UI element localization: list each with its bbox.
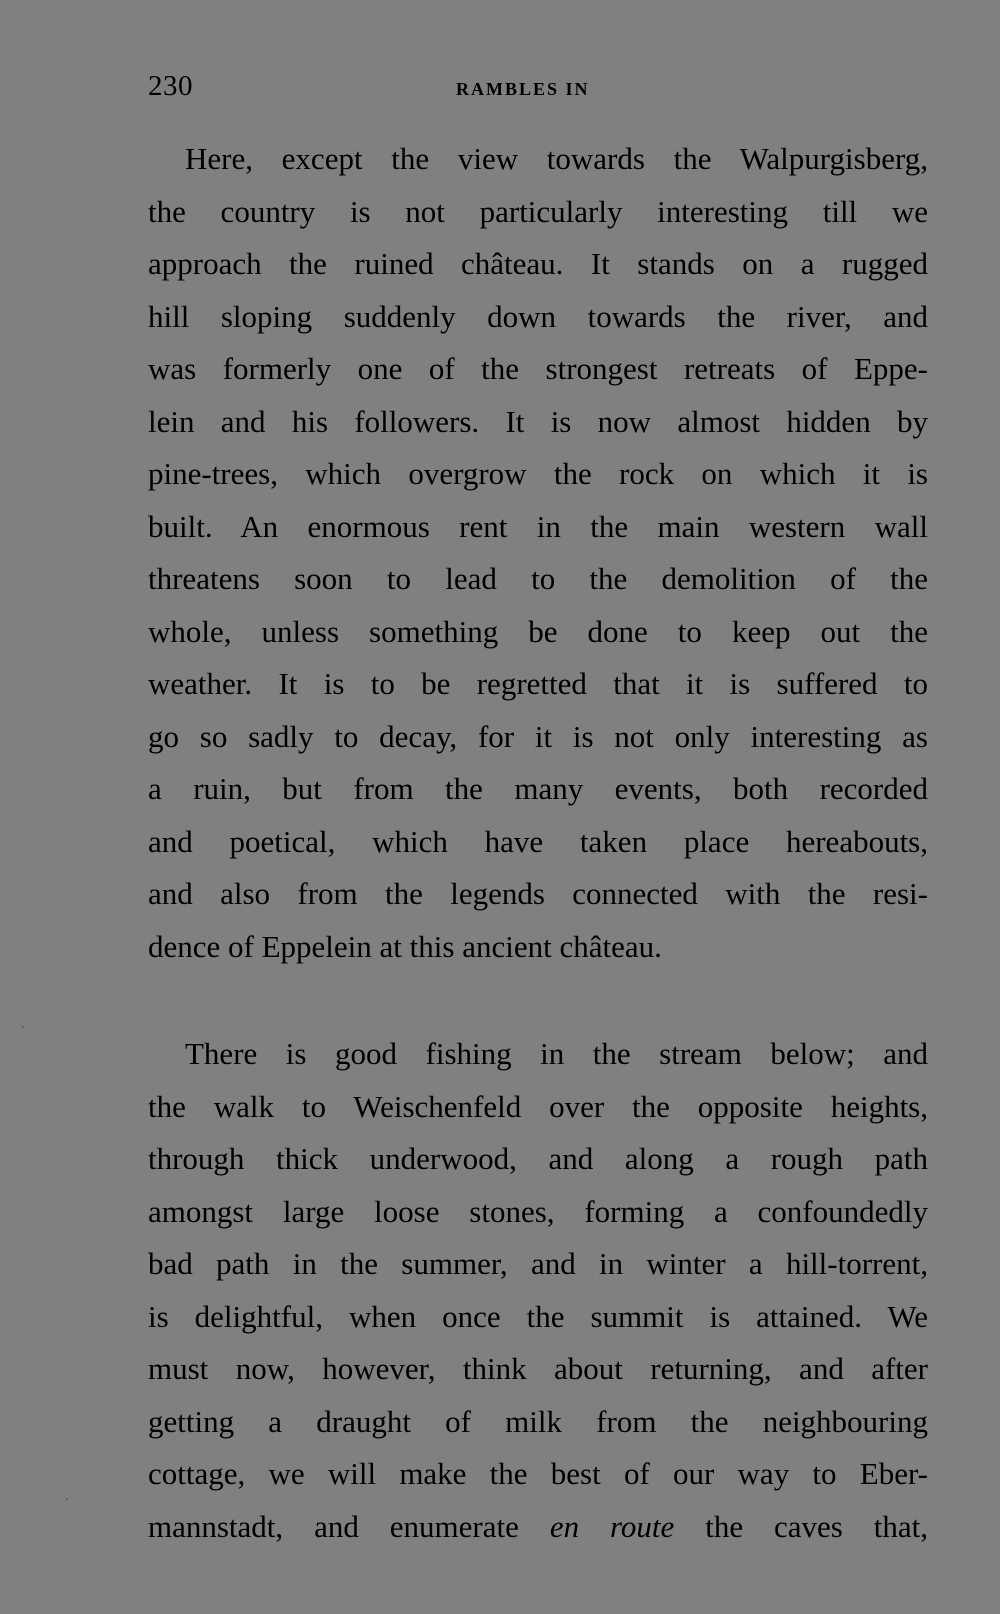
text-line: through thick underwood, and along a rough path <box>148 1141 928 1176</box>
scan-speck <box>66 1498 68 1500</box>
text-line-final <box>148 1501 928 1554</box>
text-line: bad path in the summer, and in winter a hill-torrent, <box>148 1246 928 1281</box>
running-head: RAMBLES IN <box>456 79 590 99</box>
text-line: whole, unless something be done to keep out the <box>148 613 928 649</box>
text-line: a ruin, but from the many events, both recorded <box>148 771 928 806</box>
text-line: getting a draught of milk from the neighbouring <box>148 1403 928 1439</box>
text-line: hill sloping suddenly down towards the river, and <box>148 298 928 334</box>
text-line: approach the ruined château. It stands on a rugged <box>148 246 928 281</box>
text-line: dence of Eppelein at this ancient château. <box>148 928 662 964</box>
text-line: weather. It is to be regretted that it is suffered to <box>148 666 928 701</box>
text-line: cottage, we will make the best of our way to Eber- <box>148 1456 928 1491</box>
paragraph-2 <box>148 1028 928 1553</box>
text-line: lein and his followers. It is now almost hidden by <box>148 403 928 439</box>
paragraph-1 <box>148 133 928 973</box>
page-header <box>148 70 928 110</box>
text-line: and also from the legends connected with the resi- <box>148 876 928 911</box>
text-line: threatens soon to lead to the demolition of the <box>148 561 928 596</box>
text-line: built. An enormous rent in the main western wall <box>148 508 928 544</box>
text-line: was formerly one of the strongest retreats of Eppe- <box>148 351 928 386</box>
text-line: There is good fishing in the stream below; and <box>185 1036 928 1071</box>
line-segment: mannstadt, and enumerate <box>148 1508 519 1544</box>
text-line: must now, however, think about returning, and after <box>148 1351 928 1386</box>
text-line: the country is not particularly interesting till we <box>148 193 928 229</box>
text-line: Here, except the view towards the Walpurgisberg, <box>185 141 928 176</box>
text-line: pine-trees, which overgrow the rock on which it is <box>148 456 928 491</box>
page-number: 230 <box>148 70 193 102</box>
line-segment: the caves that, <box>705 1508 929 1544</box>
text-line: go so sadly to decay, for it is not only interesting as <box>148 718 928 754</box>
text-line: and poetical, which have taken place hereabouts, <box>148 823 928 859</box>
text-line: the walk to Weischenfeld over the opposite heights, <box>148 1088 928 1124</box>
italic-phrase: en route <box>549 1508 675 1544</box>
scan-speck <box>22 1026 24 1028</box>
text-line: is delightful, when once the summit is attained. We <box>148 1298 928 1334</box>
text-line: amongst large loose stones, forming a confoundedly <box>148 1193 928 1229</box>
